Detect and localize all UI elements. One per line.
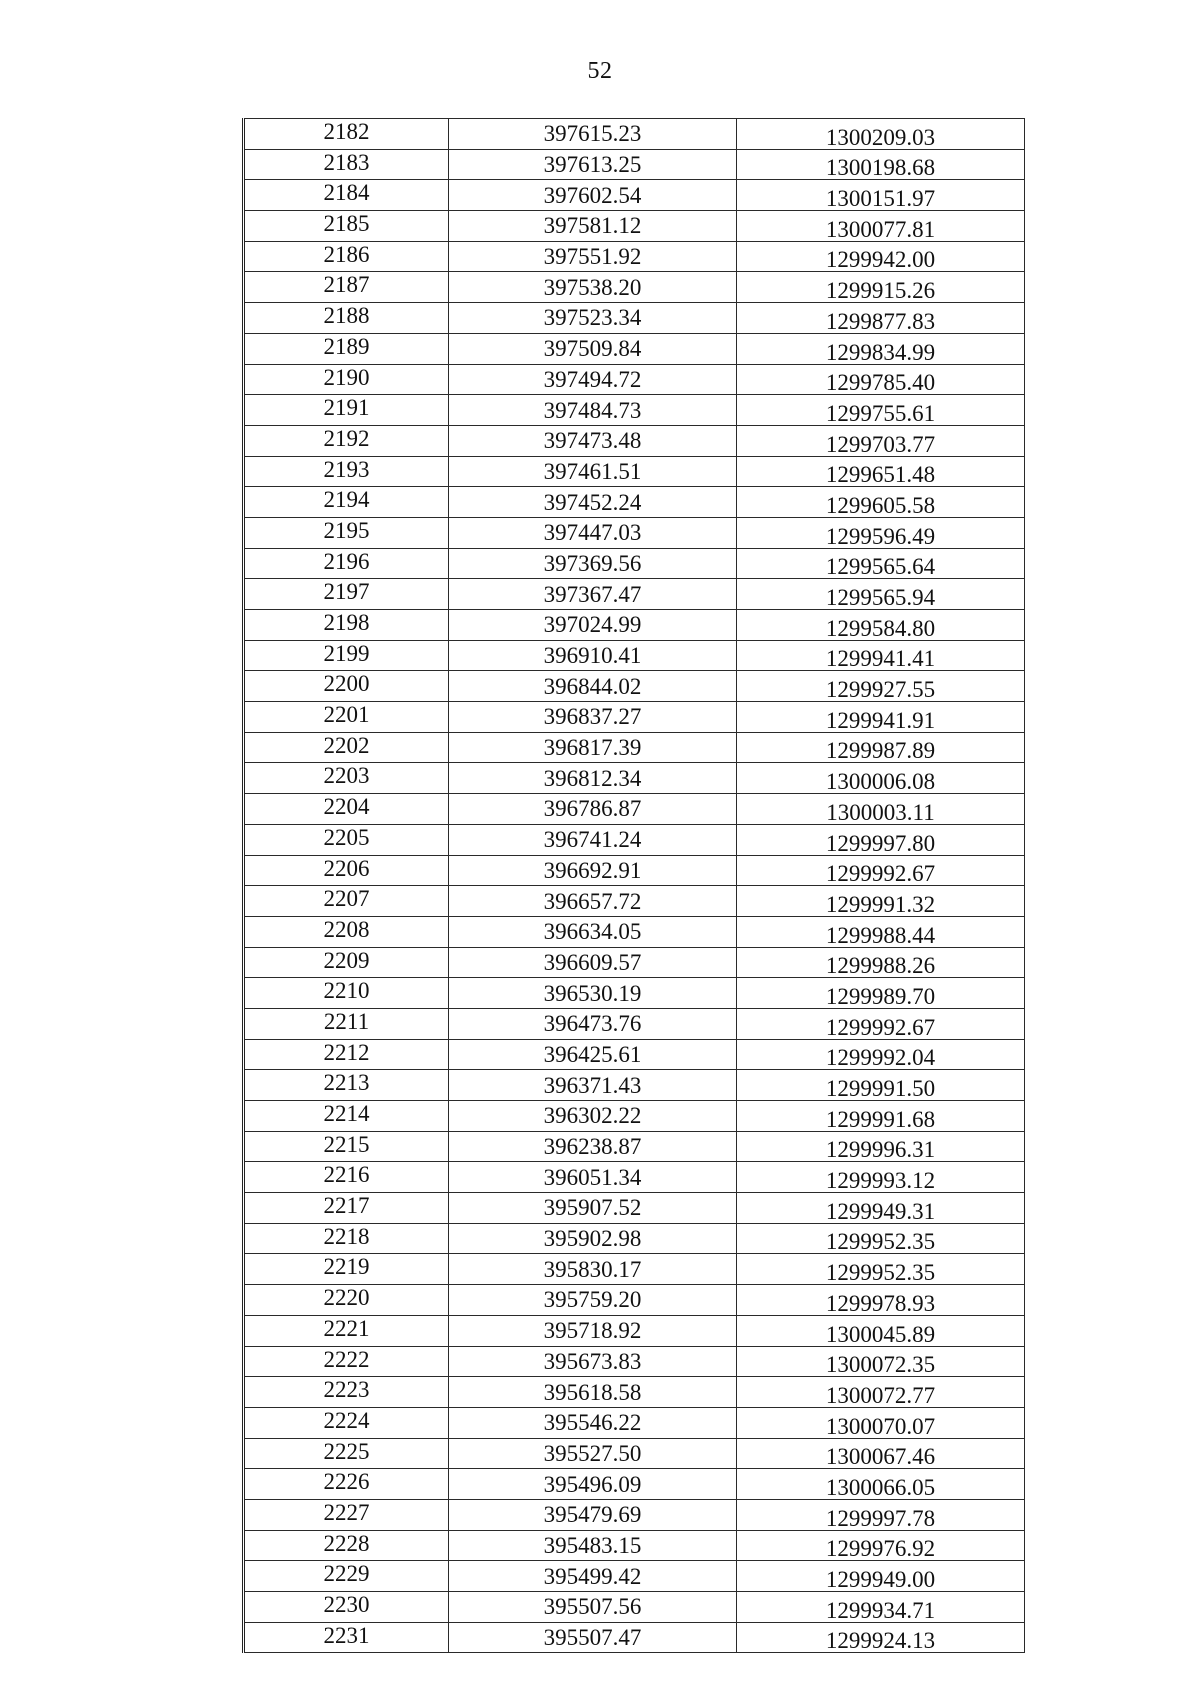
x-coordinate-cell: 396634.05 (449, 916, 737, 947)
x-coordinate-cell: 395546.22 (449, 1407, 737, 1438)
x-coordinate-cell: 396238.87 (449, 1131, 737, 1162)
x-coordinate-cell: 395718.92 (449, 1315, 737, 1346)
y-coordinate-cell: 1300072.77 (737, 1377, 1025, 1408)
page-number: 52 (587, 58, 613, 84)
x-coordinate-cell: 396473.76 (449, 1008, 737, 1039)
table-row (244, 211, 1025, 242)
x-coordinate-cell: 397523.34 (449, 303, 737, 334)
point-number-cell: 2193 (244, 456, 449, 487)
point-number-cell: 2231 (244, 1622, 449, 1653)
table-row (244, 272, 1025, 303)
table-row (244, 1469, 1025, 1500)
x-coordinate-cell: 396371.43 (449, 1070, 737, 1101)
table-row (244, 1315, 1025, 1346)
table-row (244, 1101, 1025, 1132)
point-number-cell: 2228 (244, 1530, 449, 1561)
y-coordinate-cell: 1299941.91 (737, 702, 1025, 733)
x-coordinate-cell: 396425.61 (449, 1039, 737, 1070)
x-coordinate-cell: 395483.15 (449, 1530, 737, 1561)
y-coordinate-cell: 1300072.35 (737, 1346, 1025, 1377)
table-row (244, 947, 1025, 978)
x-coordinate-cell: 397452.24 (449, 487, 737, 518)
point-number-cell: 2187 (244, 272, 449, 303)
x-coordinate-cell: 396657.72 (449, 886, 737, 917)
x-coordinate-cell: 397615.23 (449, 119, 737, 150)
table-row (244, 395, 1025, 426)
y-coordinate-cell: 1299988.26 (737, 947, 1025, 978)
x-coordinate-cell: 397551.92 (449, 241, 737, 272)
point-number-cell: 2212 (244, 1039, 449, 1070)
table-row (244, 1499, 1025, 1530)
x-coordinate-cell: 395527.50 (449, 1438, 737, 1469)
y-coordinate-cell: 1299915.26 (737, 272, 1025, 303)
x-coordinate-cell: 397473.48 (449, 425, 737, 456)
x-coordinate-cell: 396817.39 (449, 732, 737, 763)
x-coordinate-cell: 397484.73 (449, 395, 737, 426)
point-number-cell: 2211 (244, 1008, 449, 1039)
table-row (244, 1070, 1025, 1101)
y-coordinate-cell: 1299565.94 (737, 579, 1025, 610)
y-coordinate-cell: 1299997.80 (737, 824, 1025, 855)
table-row (244, 1131, 1025, 1162)
table-row (244, 916, 1025, 947)
y-coordinate-cell: 1299949.31 (737, 1193, 1025, 1224)
x-coordinate-cell: 395673.83 (449, 1346, 737, 1377)
point-number-cell: 2204 (244, 794, 449, 825)
table-row (244, 640, 1025, 671)
table-row (244, 1377, 1025, 1408)
x-coordinate-cell: 395907.52 (449, 1193, 737, 1224)
y-coordinate-cell: 1299596.49 (737, 517, 1025, 548)
table-row (244, 763, 1025, 794)
point-number-cell: 2218 (244, 1223, 449, 1254)
x-coordinate-cell: 397509.84 (449, 333, 737, 364)
x-coordinate-cell: 397447.03 (449, 517, 737, 548)
y-coordinate-cell: 1299991.50 (737, 1070, 1025, 1101)
x-coordinate-cell: 395830.17 (449, 1254, 737, 1285)
point-number-cell: 2206 (244, 855, 449, 886)
y-coordinate-cell: 1299834.99 (737, 333, 1025, 364)
table-row (244, 303, 1025, 334)
y-coordinate-cell: 1300070.07 (737, 1407, 1025, 1438)
x-coordinate-cell: 397024.99 (449, 610, 737, 641)
x-coordinate-cell: 395479.69 (449, 1499, 737, 1530)
x-coordinate-cell: 397581.12 (449, 211, 737, 242)
point-number-cell: 2223 (244, 1377, 449, 1408)
table-row (244, 1622, 1025, 1653)
table-row (244, 1285, 1025, 1316)
y-coordinate-cell: 1299927.55 (737, 671, 1025, 702)
y-coordinate-cell: 1300077.81 (737, 211, 1025, 242)
y-coordinate-cell: 1299976.92 (737, 1530, 1025, 1561)
table-row (244, 1438, 1025, 1469)
table-row (244, 702, 1025, 733)
point-number-cell: 2201 (244, 702, 449, 733)
x-coordinate-cell: 397367.47 (449, 579, 737, 610)
point-number-cell: 2229 (244, 1561, 449, 1592)
point-number-cell: 2227 (244, 1499, 449, 1530)
point-number-cell: 2200 (244, 671, 449, 702)
point-number-cell: 2208 (244, 916, 449, 947)
point-number-cell: 2230 (244, 1592, 449, 1623)
x-coordinate-cell: 395902.98 (449, 1223, 737, 1254)
table-row (244, 548, 1025, 579)
table-row (244, 671, 1025, 702)
y-coordinate-cell: 1299703.77 (737, 425, 1025, 456)
table-row (244, 517, 1025, 548)
table-row (244, 487, 1025, 518)
y-coordinate-cell: 1299988.44 (737, 916, 1025, 947)
table-row (244, 1407, 1025, 1438)
x-coordinate-cell: 395507.56 (449, 1592, 737, 1623)
y-coordinate-cell: 1299952.35 (737, 1223, 1025, 1254)
coordinates-table (242, 118, 1025, 1653)
y-coordinate-cell: 1300066.05 (737, 1469, 1025, 1500)
y-coordinate-cell: 1299584.80 (737, 610, 1025, 641)
point-number-cell: 2222 (244, 1346, 449, 1377)
y-coordinate-cell: 1299993.12 (737, 1162, 1025, 1193)
table-row (244, 824, 1025, 855)
y-coordinate-cell: 1299651.48 (737, 456, 1025, 487)
x-coordinate-cell: 396837.27 (449, 702, 737, 733)
table-row (244, 1592, 1025, 1623)
point-number-cell: 2214 (244, 1101, 449, 1132)
point-number-cell: 2203 (244, 763, 449, 794)
table-row (244, 794, 1025, 825)
x-coordinate-cell: 396609.57 (449, 947, 737, 978)
y-coordinate-cell: 1299924.13 (737, 1622, 1025, 1653)
y-coordinate-cell: 1299949.00 (737, 1561, 1025, 1592)
x-coordinate-cell: 395496.09 (449, 1469, 737, 1500)
x-coordinate-cell: 396302.22 (449, 1101, 737, 1132)
point-number-cell: 2196 (244, 548, 449, 579)
table-row (244, 119, 1025, 150)
point-number-cell: 2210 (244, 978, 449, 1009)
point-number-cell: 2186 (244, 241, 449, 272)
y-coordinate-cell: 1299942.00 (737, 241, 1025, 272)
point-number-cell: 2190 (244, 364, 449, 395)
y-coordinate-cell: 1299952.35 (737, 1254, 1025, 1285)
table-row (244, 456, 1025, 487)
table-row (244, 1223, 1025, 1254)
x-coordinate-cell: 395759.20 (449, 1285, 737, 1316)
point-number-cell: 2224 (244, 1407, 449, 1438)
table-row (244, 1193, 1025, 1224)
y-coordinate-cell: 1300067.46 (737, 1438, 1025, 1469)
table-row (244, 1254, 1025, 1285)
table-row (244, 333, 1025, 364)
table-row (244, 978, 1025, 1009)
point-number-cell: 2221 (244, 1315, 449, 1346)
y-coordinate-cell: 1300006.08 (737, 763, 1025, 794)
y-coordinate-cell: 1299987.89 (737, 732, 1025, 763)
x-coordinate-cell: 397494.72 (449, 364, 737, 395)
table-row (244, 886, 1025, 917)
table-row (244, 425, 1025, 456)
y-coordinate-cell: 1299978.93 (737, 1285, 1025, 1316)
y-coordinate-cell: 1300151.97 (737, 180, 1025, 211)
point-number-cell: 2207 (244, 886, 449, 917)
point-number-cell: 2225 (244, 1438, 449, 1469)
point-number-cell: 2205 (244, 824, 449, 855)
x-coordinate-cell: 396692.91 (449, 855, 737, 886)
y-coordinate-cell: 1299785.40 (737, 364, 1025, 395)
y-coordinate-cell: 1299997.78 (737, 1499, 1025, 1530)
y-coordinate-cell: 1299605.58 (737, 487, 1025, 518)
x-coordinate-cell: 396741.24 (449, 824, 737, 855)
point-number-cell: 2226 (244, 1469, 449, 1500)
y-coordinate-cell: 1299991.68 (737, 1101, 1025, 1132)
y-coordinate-cell: 1299877.83 (737, 303, 1025, 334)
point-number-cell: 2197 (244, 579, 449, 610)
x-coordinate-cell: 396910.41 (449, 640, 737, 671)
table-row (244, 1530, 1025, 1561)
table-row (244, 241, 1025, 272)
y-coordinate-cell: 1299989.70 (737, 978, 1025, 1009)
x-coordinate-cell: 395499.42 (449, 1561, 737, 1592)
x-coordinate-cell: 397602.54 (449, 180, 737, 211)
x-coordinate-cell: 397613.25 (449, 149, 737, 180)
point-number-cell: 2209 (244, 947, 449, 978)
point-number-cell: 2192 (244, 425, 449, 456)
table-row (244, 1561, 1025, 1592)
y-coordinate-cell: 1299992.04 (737, 1039, 1025, 1070)
y-coordinate-cell: 1299992.67 (737, 855, 1025, 886)
point-number-cell: 2219 (244, 1254, 449, 1285)
table-row (244, 579, 1025, 610)
point-number-cell: 2184 (244, 180, 449, 211)
point-number-cell: 2188 (244, 303, 449, 334)
x-coordinate-cell: 395618.58 (449, 1377, 737, 1408)
table-row (244, 149, 1025, 180)
y-coordinate-cell: 1300209.03 (737, 119, 1025, 150)
point-number-cell: 2194 (244, 487, 449, 518)
point-number-cell: 2185 (244, 211, 449, 242)
point-number-cell: 2215 (244, 1131, 449, 1162)
table-row (244, 732, 1025, 763)
y-coordinate-cell: 1299934.71 (737, 1592, 1025, 1623)
table-row (244, 1162, 1025, 1193)
coordinates-table-body (244, 119, 1025, 1653)
x-coordinate-cell: 397369.56 (449, 548, 737, 579)
point-number-cell: 2199 (244, 640, 449, 671)
point-number-cell: 2213 (244, 1070, 449, 1101)
y-coordinate-cell: 1300198.68 (737, 149, 1025, 180)
x-coordinate-cell: 396530.19 (449, 978, 737, 1009)
x-coordinate-cell: 396812.34 (449, 763, 737, 794)
point-number-cell: 2198 (244, 610, 449, 641)
point-number-cell: 2183 (244, 149, 449, 180)
x-coordinate-cell: 397461.51 (449, 456, 737, 487)
table-row (244, 1008, 1025, 1039)
y-coordinate-cell: 1299941.41 (737, 640, 1025, 671)
table-row (244, 1039, 1025, 1070)
point-number-cell: 2182 (244, 119, 449, 150)
point-number-cell: 2216 (244, 1162, 449, 1193)
point-number-cell: 2191 (244, 395, 449, 426)
point-number-cell: 2202 (244, 732, 449, 763)
table-row (244, 180, 1025, 211)
point-number-cell: 2217 (244, 1193, 449, 1224)
table-row (244, 1346, 1025, 1377)
x-coordinate-cell: 397538.20 (449, 272, 737, 303)
y-coordinate-cell: 1299565.64 (737, 548, 1025, 579)
x-coordinate-cell: 396051.34 (449, 1162, 737, 1193)
table-row (244, 610, 1025, 641)
y-coordinate-cell: 1299992.67 (737, 1008, 1025, 1039)
table-row (244, 364, 1025, 395)
point-number-cell: 2195 (244, 517, 449, 548)
y-coordinate-cell: 1300045.89 (737, 1315, 1025, 1346)
x-coordinate-cell: 396844.02 (449, 671, 737, 702)
point-number-cell: 2220 (244, 1285, 449, 1316)
y-coordinate-cell: 1299755.61 (737, 395, 1025, 426)
y-coordinate-cell: 1300003.11 (737, 794, 1025, 825)
y-coordinate-cell: 1299991.32 (737, 886, 1025, 917)
point-number-cell: 2189 (244, 333, 449, 364)
x-coordinate-cell: 396786.87 (449, 794, 737, 825)
x-coordinate-cell: 395507.47 (449, 1622, 737, 1653)
y-coordinate-cell: 1299996.31 (737, 1131, 1025, 1162)
table-row (244, 855, 1025, 886)
